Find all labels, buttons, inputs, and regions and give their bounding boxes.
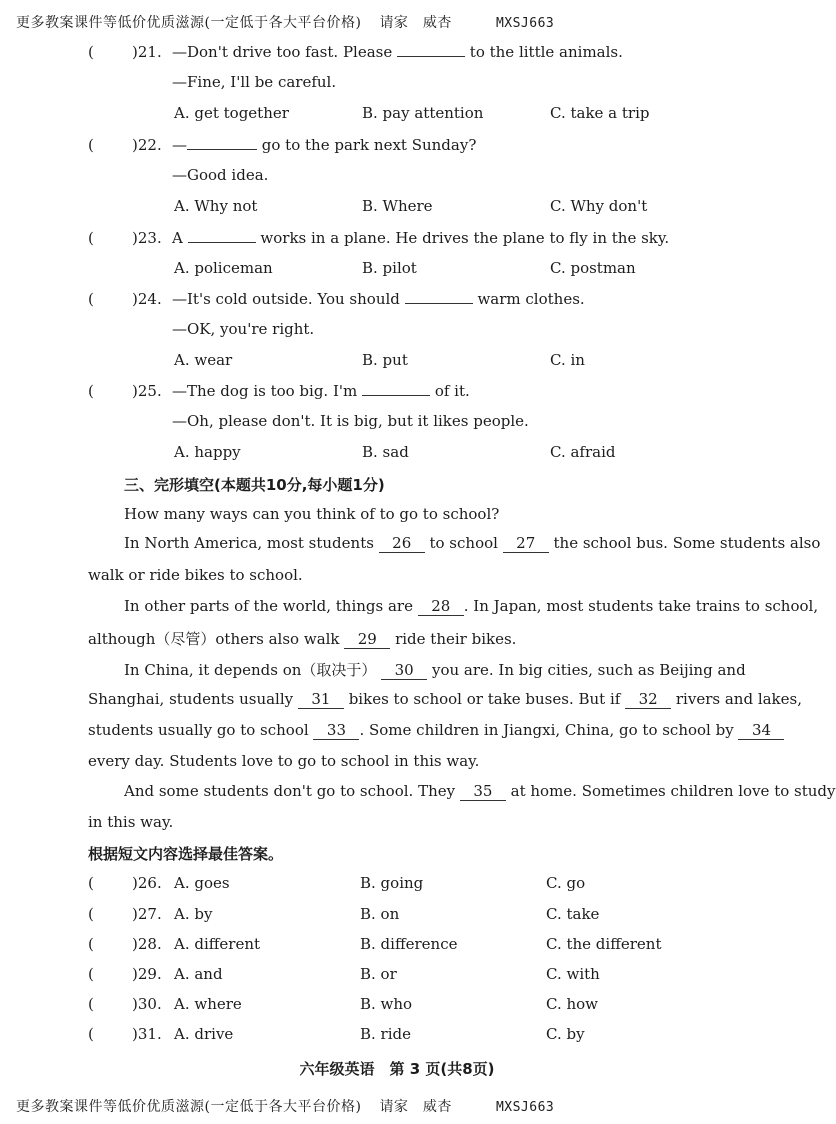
question-number: )31. — [132, 1025, 162, 1043]
option-b[interactable]: B. pay attention — [362, 104, 484, 122]
question-stem: — — [172, 136, 187, 154]
answer-paren[interactable]: ( — [88, 874, 94, 892]
cloze-paragraph-2 — [124, 534, 820, 553]
cloze-instruction: 根据短文内容选择最佳答案。 — [88, 845, 284, 863]
option-c[interactable]: C. Why don't — [550, 197, 648, 215]
answer-blank[interactable] — [362, 381, 430, 396]
question-number: )26. — [132, 874, 162, 892]
question-22 — [88, 135, 476, 154]
option-a[interactable]: A. get together — [174, 104, 289, 122]
question-stem-end: warm clothes. — [477, 290, 585, 308]
answer-blank[interactable] — [188, 228, 256, 243]
text: And some students don't go to school. They — [124, 782, 456, 800]
question-number: )21. — [132, 43, 162, 61]
answer-paren[interactable]: ( — [88, 229, 94, 247]
cloze-line: every day. Students love to go to school in this way. — [88, 752, 480, 770]
option-b[interactable]: B. pilot — [362, 259, 417, 277]
text: students usually go to school — [88, 721, 309, 739]
page-header — [16, 12, 554, 32]
option-a[interactable]: A. drive — [174, 1025, 234, 1043]
option-b[interactable]: B. Where — [362, 197, 433, 215]
option-b[interactable]: B. ride — [360, 1025, 412, 1043]
option-c[interactable]: C. afraid — [550, 443, 616, 461]
answer-blank[interactable] — [405, 289, 473, 304]
cloze-paragraph-5 — [124, 782, 836, 801]
cloze-paragraph-3 — [124, 597, 818, 616]
answer-paren[interactable]: ( — [88, 995, 94, 1013]
answer-blank[interactable] — [187, 135, 257, 150]
option-a[interactable]: A. Why not — [174, 197, 258, 215]
answer-paren[interactable]: ( — [88, 965, 94, 983]
cloze-blank-34[interactable]: 34 — [738, 721, 784, 740]
option-b[interactable]: B. put — [362, 351, 408, 369]
dialog-reply: —OK, you're right. — [172, 320, 315, 338]
question-number: )29. — [132, 965, 162, 983]
question-stem-end: to the little animals. — [469, 43, 623, 61]
option-b[interactable]: B. difference — [360, 935, 458, 953]
cloze-line: in this way. — [88, 813, 174, 831]
cloze-blank-29[interactable]: 29 — [344, 630, 390, 649]
option-b[interactable]: B. going — [360, 874, 424, 892]
option-b[interactable]: B. who — [360, 995, 413, 1013]
option-c[interactable]: C. the different — [546, 935, 662, 953]
question-number: )25. — [132, 382, 162, 400]
question-number: )28. — [132, 935, 162, 953]
question-24 — [88, 289, 585, 308]
text: bikes to school or take buses. But if — [348, 690, 621, 708]
dialog-reply: —Good idea. — [172, 166, 269, 184]
option-c[interactable]: C. with — [546, 965, 600, 983]
answer-paren[interactable]: ( — [88, 1025, 94, 1043]
cloze-blank-35[interactable]: 35 — [460, 782, 506, 801]
question-stem-end: of it. — [434, 382, 470, 400]
question-stem: —It's cold outside. You should — [172, 290, 400, 308]
footer-contact: 请家 威杏 — [379, 1099, 452, 1115]
text: ride their bikes. — [395, 630, 517, 648]
option-a[interactable]: A. and — [174, 965, 223, 983]
answer-paren[interactable]: ( — [88, 290, 94, 308]
answer-paren[interactable]: ( — [88, 935, 94, 953]
question-23 — [88, 228, 669, 247]
question-stem-end: works in a plane. He drives the plane to fly in the sky. — [260, 229, 670, 247]
option-b[interactable]: B. sad — [362, 443, 409, 461]
text: the school bus. Some students also — [553, 534, 821, 552]
option-c[interactable]: C. by — [546, 1025, 585, 1043]
text: you are. In big cities, such as Beijing and — [431, 661, 746, 679]
question-stem: —Don't drive too fast. Please — [172, 43, 393, 61]
footer-text: 更多教案课件等低价优质滋源(一定低于各大平台价格) — [16, 1099, 362, 1115]
question-number: )22. — [132, 136, 162, 154]
question-stem: —The dog is too big. I'm — [172, 382, 358, 400]
option-a[interactable]: A. policeman — [174, 259, 273, 277]
cloze-blank-31[interactable]: 31 — [298, 690, 344, 709]
header-code: MXSJ663 — [495, 16, 555, 31]
option-a[interactable]: A. goes — [174, 874, 230, 892]
text: to school — [429, 534, 498, 552]
page-footer — [16, 1096, 554, 1116]
option-c[interactable]: C. go — [546, 874, 586, 892]
text: rivers and lakes, — [675, 690, 802, 708]
header-contact: 请家 威杏 — [379, 15, 452, 31]
question-number: )24. — [132, 290, 162, 308]
cloze-paragraph-4 — [124, 659, 746, 680]
text: although（尽管）others also walk — [88, 630, 340, 648]
cloze-blank-27[interactable]: 27 — [503, 534, 549, 553]
cloze-blank-26[interactable]: 26 — [379, 534, 425, 553]
option-a[interactable]: A. where — [174, 995, 242, 1013]
text: In China, it depends on（取决于） — [124, 661, 377, 679]
dialog-reply: —Fine, I'll be careful. — [172, 73, 337, 91]
answer-paren[interactable]: ( — [88, 43, 94, 61]
dialog-reply: —Oh, please don't. It is big, but it likes people. — [172, 412, 529, 430]
option-a[interactable]: A. different — [174, 935, 261, 953]
cloze-line — [88, 628, 516, 649]
option-b[interactable]: B. or — [360, 965, 397, 983]
question-number: )23. — [132, 229, 162, 247]
option-b[interactable]: B. on — [360, 905, 400, 923]
page-number: 六年级英语 第 3 页(共8页) — [299, 1060, 495, 1078]
question-stem-end: go to the park next Sunday? — [261, 136, 477, 154]
text: at home. Sometimes children love to study — [510, 782, 836, 800]
answer-blank[interactable] — [397, 42, 465, 57]
option-a[interactable]: A. happy — [174, 443, 241, 461]
text: . Some children in Jiangxi, China, go to school by — [359, 721, 734, 739]
option-c[interactable]: C. take a trip — [550, 104, 650, 122]
question-number: )30. — [132, 995, 162, 1013]
answer-paren[interactable]: ( — [88, 382, 94, 400]
cloze-paragraph-1: How many ways can you think of to go to school? — [124, 505, 500, 523]
answer-paren[interactable]: ( — [88, 905, 94, 923]
cloze-blank-28[interactable]: 28 — [418, 597, 464, 616]
option-a[interactable]: A. wear — [174, 351, 233, 369]
cloze-blank-32[interactable]: 32 — [625, 690, 671, 709]
question-number: )27. — [132, 905, 162, 923]
question-stem: A — [172, 229, 183, 247]
cloze-line — [88, 690, 802, 709]
option-c[interactable]: C. take — [546, 905, 600, 923]
text: In other parts of the world, things are — [124, 597, 413, 615]
footer-code: MXSJ663 — [495, 1100, 555, 1115]
cloze-blank-30[interactable]: 30 — [381, 661, 427, 680]
text: In North America, most students — [124, 534, 374, 552]
text: Shanghai, students usually — [88, 690, 294, 708]
cloze-line — [88, 721, 784, 740]
question-21 — [88, 42, 623, 61]
cloze-line: walk or ride bikes to school. — [88, 566, 303, 584]
section-title: 三、完形填空(本题共10分,每小题1分) — [124, 476, 385, 494]
text: . In Japan, most students take trains to school, — [463, 597, 819, 615]
option-c[interactable]: C. in — [550, 351, 585, 369]
option-c[interactable]: C. postman — [550, 259, 636, 277]
question-25 — [88, 381, 470, 400]
answer-paren[interactable]: ( — [88, 136, 94, 154]
option-c[interactable]: C. how — [546, 995, 599, 1013]
option-a[interactable]: A. by — [174, 905, 213, 923]
header-text: 更多教案课件等低价优质滋源(一定低于各大平台价格) — [16, 15, 362, 31]
cloze-blank-33[interactable]: 33 — [313, 721, 359, 740]
